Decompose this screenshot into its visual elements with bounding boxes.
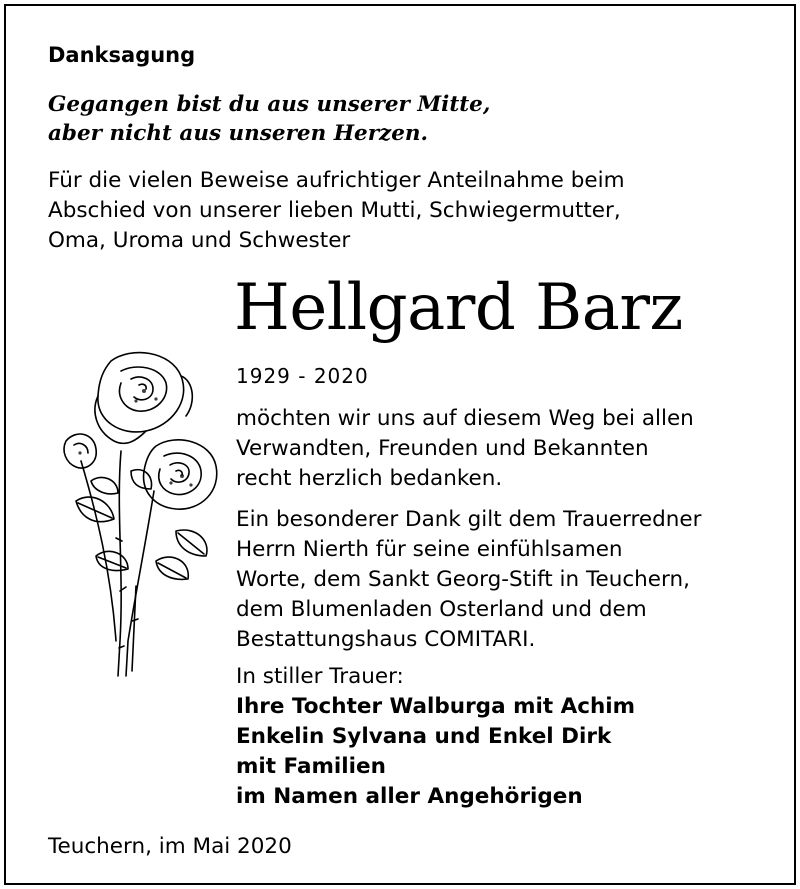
thanks-line: Verwandten, Freunden und Bekannten bbox=[236, 436, 649, 461]
special-thanks-line: dem Blumenladen Osterland und dem bbox=[236, 597, 647, 622]
special-thanks-line: Ein besonderer Dank gilt dem Trauerredner bbox=[236, 507, 702, 532]
thanks-line: möchten wir uns auf diesem Weg bei allen bbox=[236, 406, 694, 431]
special-thanks-line: Herrn Nierth für seine einfühlsamen bbox=[236, 537, 623, 562]
motto bbox=[48, 90, 490, 148]
mourners-block bbox=[236, 662, 635, 812]
mourner-line: Ihre Tochter Walburga mit Achim bbox=[236, 694, 636, 719]
thanks-paragraph bbox=[236, 404, 694, 494]
mourner-line: mit Familien bbox=[236, 754, 386, 779]
mourner-line: Enkelin Sylvana und Enkel Dirk bbox=[236, 724, 612, 749]
intro-text bbox=[48, 166, 625, 256]
notice-heading: Danksagung bbox=[48, 43, 196, 67]
thanks-line: recht herzlich bedanken. bbox=[236, 466, 503, 491]
life-years: 1929 - 2020 bbox=[236, 364, 369, 388]
special-thanks-paragraph bbox=[236, 505, 701, 655]
intro-line: Für die vielen Beweise aufrichtiger Anteilnahme beim bbox=[48, 168, 625, 193]
motto-line: Gegangen bist du aus unserer Mitte, bbox=[48, 92, 491, 117]
mourning-intro: In stiller Trauer: bbox=[236, 664, 404, 689]
motto-line: aber nicht aus unseren Herzen. bbox=[48, 121, 429, 146]
rose-icon bbox=[36, 341, 226, 681]
special-thanks-line: Bestattungshaus COMITARI. bbox=[236, 627, 536, 652]
special-thanks-line: Worte, dem Sankt Georg-Stift in Teuchern, bbox=[236, 567, 690, 592]
intro-line: Abschied von unserer lieben Mutti, Schwiegermutter, bbox=[48, 198, 621, 223]
place-date: Teuchern, im Mai 2020 bbox=[48, 834, 292, 859]
obituary-notice bbox=[4, 4, 796, 885]
deceased-name: Hellgard Barz bbox=[234, 271, 683, 345]
mourner-line: im Namen aller Angehörigen bbox=[236, 784, 583, 809]
intro-line: Oma, Uroma und Schwester bbox=[48, 228, 351, 253]
